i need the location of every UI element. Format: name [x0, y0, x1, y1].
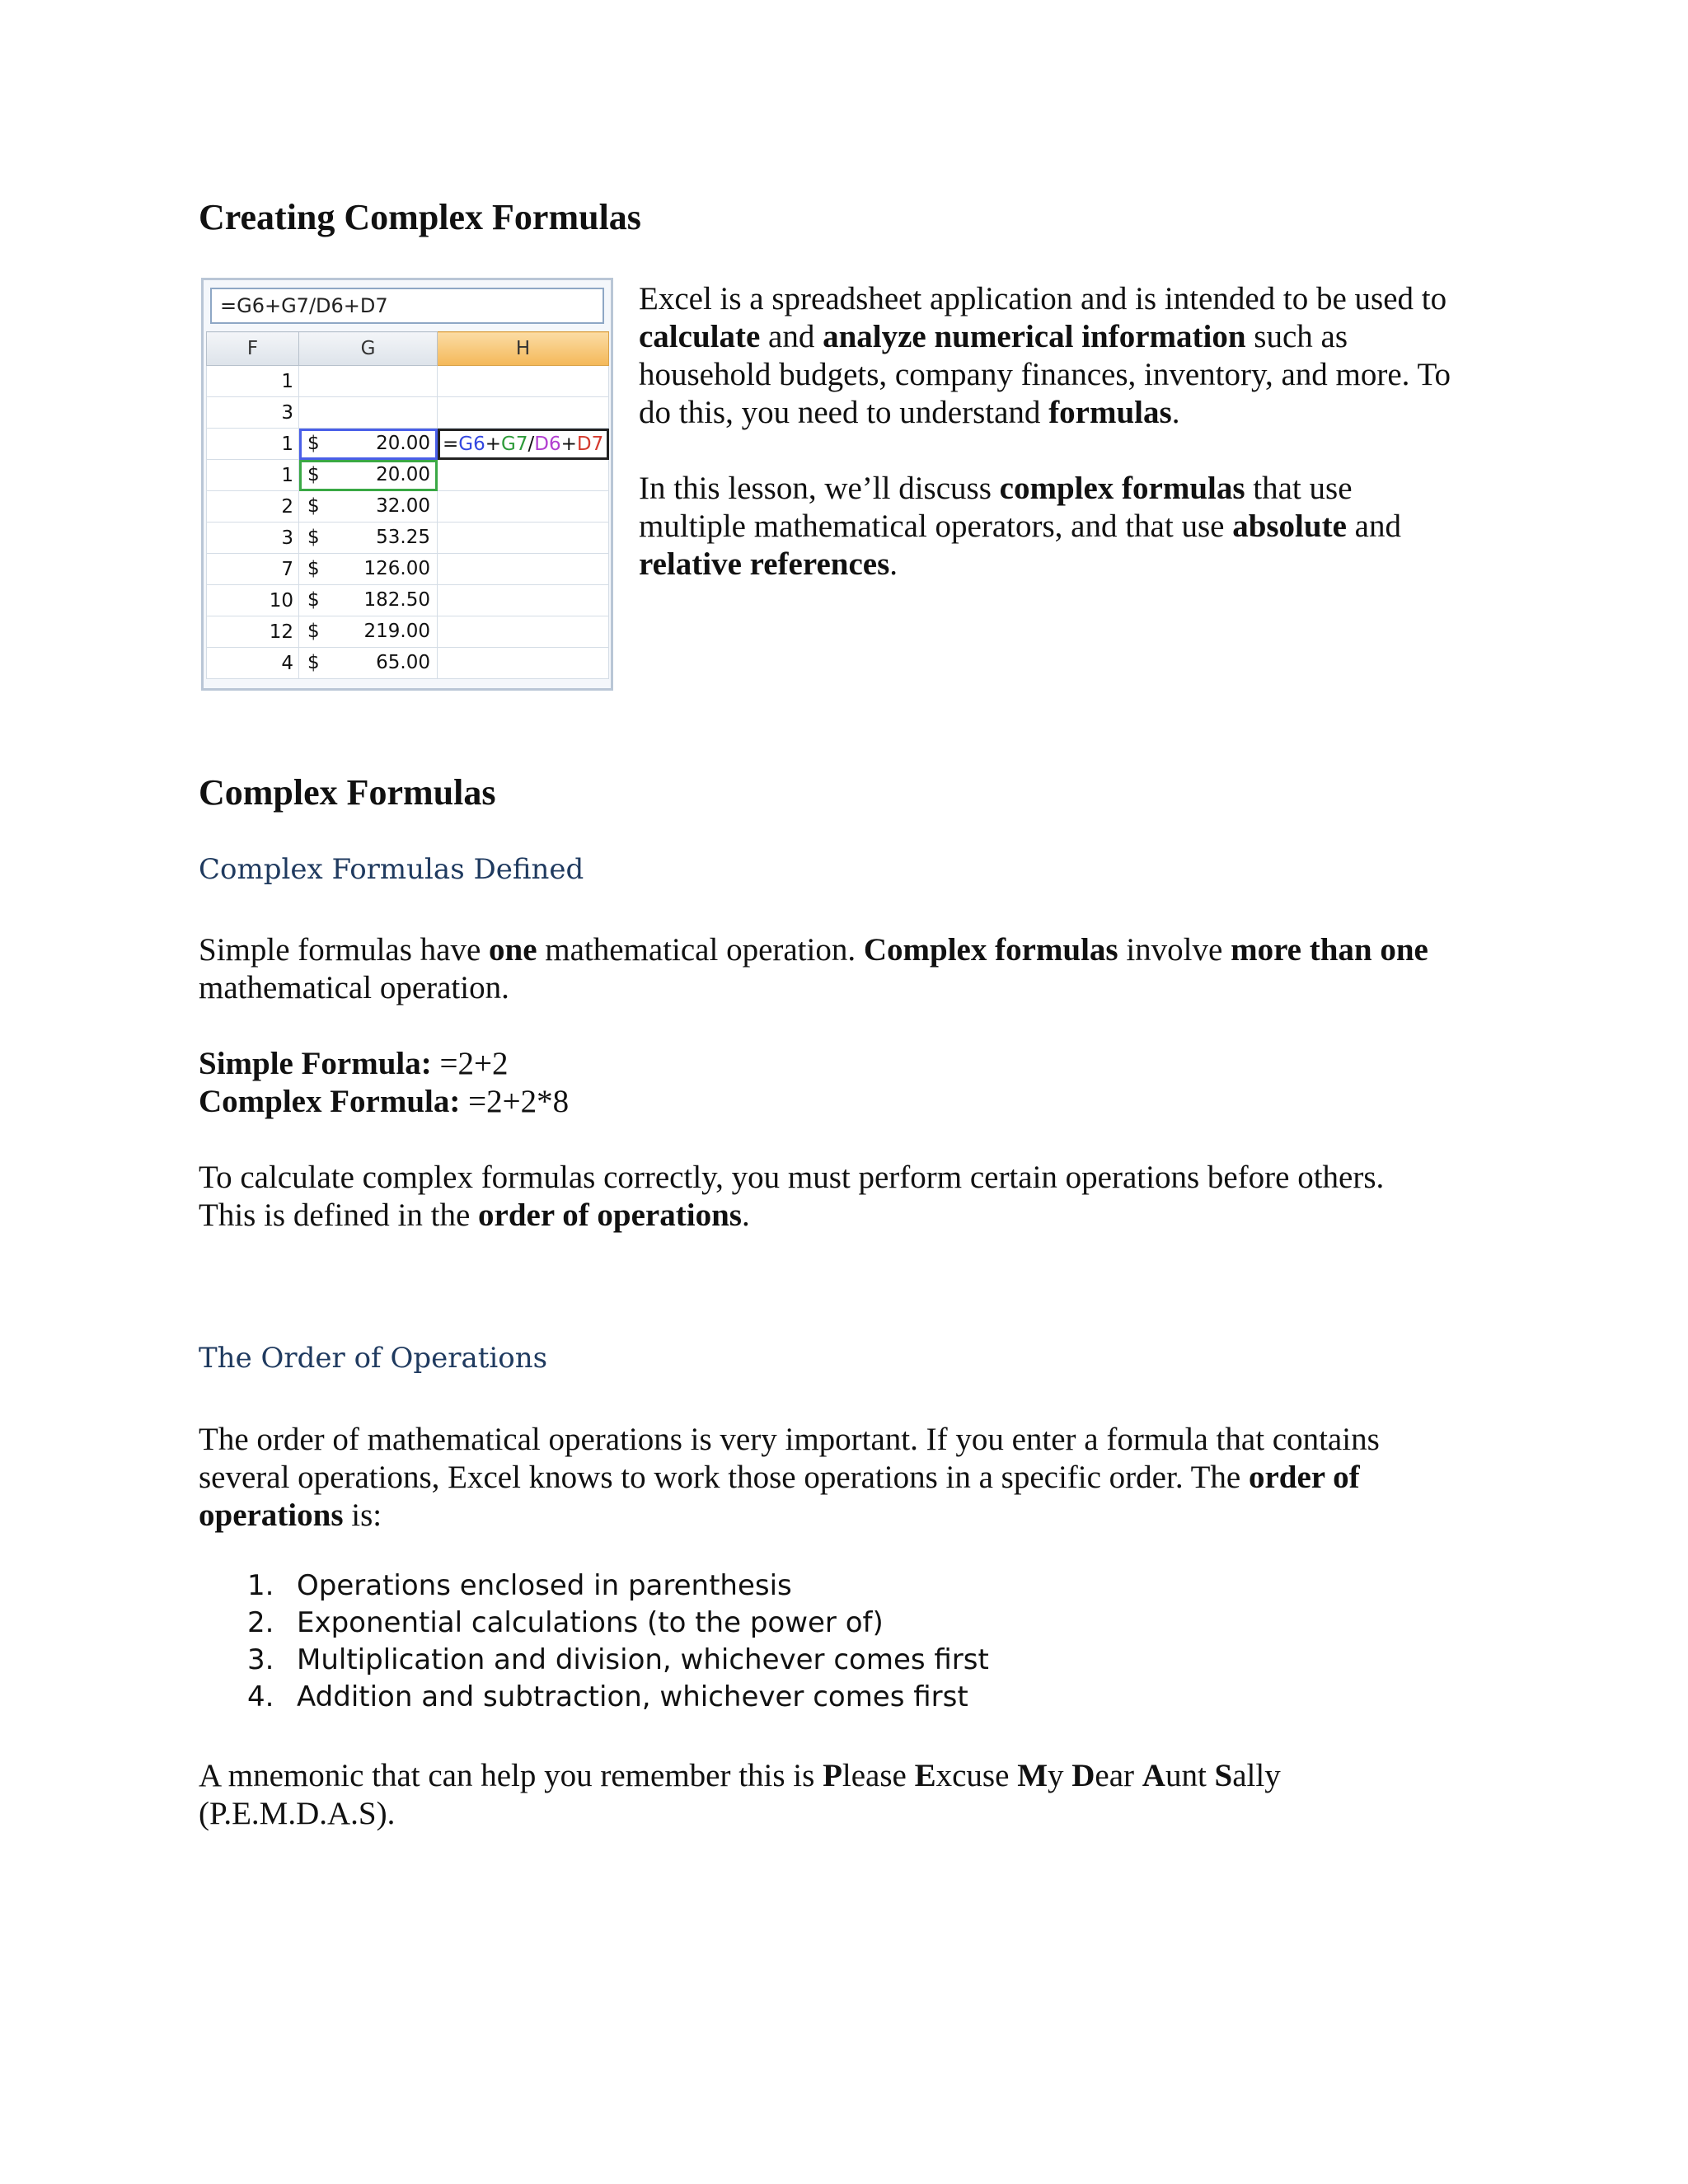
- cell-f: 1: [207, 429, 299, 460]
- cell-amount: 219.00: [363, 621, 430, 642]
- table-row: [207, 397, 609, 429]
- text-span: unt: [1165, 1758, 1215, 1793]
- cell-amount: 182.50: [363, 589, 430, 611]
- text-line: Excel is a spreadsheet application and is intended to be used to: [639, 281, 1447, 316]
- text-span: and: [1346, 509, 1401, 544]
- table-row: [207, 648, 609, 679]
- text-line: [199, 931, 1517, 969]
- bold-text: Complex formulas: [863, 932, 1118, 968]
- list-number: 4.: [247, 1680, 274, 1713]
- text-span: do this, you need to understand: [639, 395, 1049, 430]
- bold-letter: P: [823, 1758, 842, 1793]
- bold-text: relative references: [639, 546, 890, 582]
- cell-amount: 126.00: [363, 558, 430, 579]
- cell-h: [438, 366, 609, 397]
- cell-currency: $: [307, 652, 320, 673]
- table-row: [207, 585, 609, 616]
- cell-currency: $: [307, 495, 320, 517]
- cell-g: [299, 585, 438, 616]
- formula-bar: =G6+G7/D6+D7: [210, 288, 604, 324]
- cell-f: 12: [207, 616, 299, 648]
- list-item: [247, 1642, 989, 1679]
- column-header-row: [207, 332, 609, 366]
- text-line: [639, 394, 1512, 432]
- text-line: [199, 1197, 1517, 1235]
- cell-h-active-formula: [438, 429, 609, 460]
- text-span: ear: [1095, 1758, 1142, 1793]
- formula-ref-g6: G6: [458, 433, 485, 455]
- defined-paragraph: [199, 931, 1517, 1007]
- cell-g: [299, 397, 438, 429]
- table-row: [207, 491, 609, 523]
- bold-text: one: [489, 932, 537, 968]
- formula-ref-d6: D6: [534, 433, 561, 455]
- formula-part: +: [560, 433, 577, 455]
- complex-formula-value: =2+2*8: [460, 1084, 570, 1119]
- spreadsheet-grid: [206, 331, 609, 679]
- cell-amount: 32.00: [376, 495, 430, 517]
- table-row: [207, 429, 609, 460]
- text-line: mathematical operation.: [199, 970, 509, 1005]
- text-span: This is defined in the: [199, 1197, 479, 1233]
- cell-currency: $: [307, 558, 320, 579]
- formula-ref-g7: G7: [501, 433, 528, 455]
- list-text: Addition and subtraction, whichever comes first: [297, 1680, 968, 1713]
- spreadsheet-image: [201, 278, 613, 691]
- text-span: that use: [1245, 471, 1353, 506]
- text-span: mathematical operation.: [537, 932, 864, 968]
- formula-part: +: [485, 433, 502, 455]
- column-header-g: G: [299, 332, 438, 366]
- cell-h: [438, 491, 609, 523]
- list-text: Multiplication and division, whichever comes first: [297, 1643, 989, 1676]
- list-number: 3.: [247, 1643, 274, 1676]
- cell-h: [438, 460, 609, 491]
- cell-g-referenced-green: [299, 460, 438, 491]
- text-span: y: [1048, 1758, 1072, 1793]
- text-line: [639, 318, 1512, 356]
- table-row: [207, 366, 609, 397]
- cell-f: 2: [207, 491, 299, 523]
- text-span: is:: [343, 1497, 382, 1533]
- text-line: [639, 546, 1512, 583]
- text-span: Simple formulas have: [199, 932, 490, 968]
- cell-amount: 65.00: [376, 652, 430, 673]
- list-item: [247, 1605, 989, 1642]
- text-span: several operations, Excel knows to work those operations in a specific order. The: [199, 1460, 1249, 1495]
- text-line: [199, 1083, 1517, 1121]
- bold-text: analyze numerical information: [823, 319, 1246, 354]
- column-header-h: H: [438, 332, 609, 366]
- cell-currency: $: [307, 433, 320, 454]
- bold-text: formulas: [1048, 395, 1172, 430]
- text-line: The order of mathematical operations is very important. If you enter a formula that contains: [199, 1422, 1380, 1457]
- cell-g: [299, 523, 438, 554]
- cell-amount: 53.25: [376, 527, 430, 548]
- cell-g: [299, 366, 438, 397]
- cell-currency: $: [307, 527, 320, 548]
- table-row: [207, 460, 609, 491]
- cell-currency: $: [307, 464, 320, 485]
- text-span: multiple mathematical operators, and that use: [639, 509, 1233, 544]
- bold-text: more than one: [1231, 932, 1428, 968]
- bold-letter: M: [1017, 1758, 1048, 1793]
- complex-formula-label: Complex Formula:: [199, 1084, 461, 1119]
- bold-letter: A: [1142, 1758, 1165, 1793]
- cell-f: 3: [207, 523, 299, 554]
- cell-h: [438, 648, 609, 679]
- text-line: (P.E.M.D.A.S).: [199, 1796, 396, 1831]
- text-span: xcuse: [935, 1758, 1018, 1793]
- list-text: Operations enclosed in parenthesis: [297, 1569, 792, 1602]
- list-number: 2.: [247, 1606, 274, 1639]
- text-span: .: [741, 1197, 750, 1233]
- order-paragraph: [199, 1421, 1517, 1535]
- list-text: Exponential calculations (to the power of): [297, 1606, 884, 1639]
- formula-part: =: [443, 433, 459, 455]
- cell-f: 1: [207, 460, 299, 491]
- bold-text: operations: [199, 1497, 344, 1533]
- cell-h: [438, 616, 609, 648]
- subheading-order: The Order of Operations: [199, 1342, 548, 1375]
- text-span: ally: [1232, 1758, 1281, 1793]
- cell-g: [299, 491, 438, 523]
- table-row: [207, 554, 609, 585]
- text-span: involve: [1118, 932, 1231, 968]
- cell-amount: 20.00: [376, 433, 430, 454]
- text-span: lease: [842, 1758, 915, 1793]
- text-line: [199, 1497, 1517, 1535]
- cell-h: [438, 585, 609, 616]
- cell-f: 1: [207, 366, 299, 397]
- cell-g: [299, 616, 438, 648]
- intro-paragraph: [639, 280, 1512, 432]
- cell-h: [438, 523, 609, 554]
- text-span: such as: [1245, 319, 1348, 354]
- cell-amount: 20.00: [376, 464, 430, 485]
- list-item: [247, 1568, 989, 1605]
- bold-letter: E: [914, 1758, 936, 1793]
- cell-g: [299, 554, 438, 585]
- bold-text: order of operations: [478, 1197, 742, 1233]
- text-span: .: [1171, 395, 1180, 430]
- text-span: and: [760, 319, 823, 354]
- formula-ref-d7: D7: [576, 433, 604, 455]
- cell-currency: $: [307, 589, 320, 611]
- text-line: [639, 508, 1512, 546]
- cell-h: [438, 554, 609, 585]
- simple-formula-value: =2+2: [431, 1046, 509, 1081]
- text-span: A mnemonic that can help you remember this is: [199, 1758, 823, 1793]
- cell-f: 7: [207, 554, 299, 585]
- list-item: [247, 1679, 989, 1716]
- bold-text: order of: [1249, 1460, 1360, 1495]
- text-line: [639, 470, 1512, 508]
- bold-text: complex formulas: [999, 471, 1245, 506]
- cell-f: 10: [207, 585, 299, 616]
- operations-list: [247, 1568, 989, 1716]
- text-line: [199, 1459, 1517, 1497]
- mnemonic-paragraph: [199, 1757, 1517, 1833]
- cell-h: [438, 397, 609, 429]
- section-heading: Complex Formulas: [199, 772, 496, 813]
- text-line: [199, 1045, 1517, 1083]
- simple-formula-label: Simple Formula:: [199, 1046, 432, 1081]
- cell-currency: $: [307, 621, 320, 642]
- bold-letter: D: [1071, 1758, 1095, 1793]
- lesson-paragraph: [639, 470, 1512, 583]
- text-line: To calculate complex formulas correctly, you must perform certain operations before others.: [199, 1160, 1385, 1195]
- cell-f: 4: [207, 648, 299, 679]
- bold-text: absolute: [1232, 509, 1347, 544]
- correct-paragraph: [199, 1159, 1517, 1235]
- examples-paragraph: [199, 1045, 1517, 1121]
- page-title: Creating Complex Formulas: [199, 197, 641, 237]
- cell-f: 3: [207, 397, 299, 429]
- cell-g: [299, 648, 438, 679]
- bold-letter: S: [1214, 1758, 1233, 1793]
- text-line: [199, 1757, 1517, 1795]
- text-span: .: [889, 546, 898, 582]
- table-row: [207, 523, 609, 554]
- list-number: 1.: [247, 1569, 274, 1602]
- text-line: household budgets, company finances, inventory, and more. To: [639, 357, 1451, 392]
- cell-g-referenced-blue: [299, 429, 438, 460]
- table-row: [207, 616, 609, 648]
- formula-part: /: [528, 433, 535, 455]
- column-header-f: F: [207, 332, 299, 366]
- bold-text: calculate: [639, 319, 761, 354]
- subheading-defined: Complex Formulas Defined: [199, 853, 584, 886]
- text-span: In this lesson, we’ll discuss: [639, 471, 1000, 506]
